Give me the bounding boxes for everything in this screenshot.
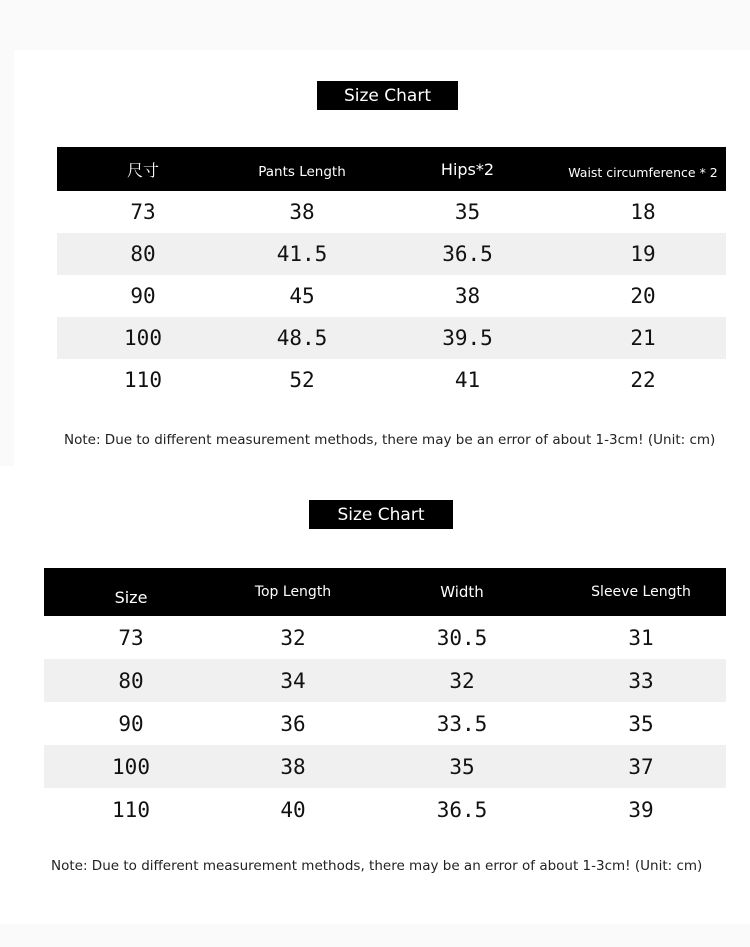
pants-measurement-note: Note: Due to different measurement methods, there may be an error of about 1-3cm! (Unit: cm) [64,432,716,448]
table-cell: 34 [218,659,368,702]
table-row [44,788,726,831]
table-cell: 30.5 [436,625,488,650]
table-cell: 100 [44,745,218,788]
table-cell: 20 [630,284,656,308]
table-cell: 39.5 [375,317,560,359]
pants-size-table [57,147,726,401]
table-row [57,275,726,317]
pants-chart-title: Size Chart [317,81,458,110]
table-cell: 36.5 [375,233,560,275]
table-cell: 37 [556,745,726,788]
column-header-waist: Waist circumference * 2 [560,147,726,191]
table-cell: 19 [560,233,726,275]
table-row [44,702,726,745]
table-cell: 41 [454,368,481,392]
table-cell: 80 [44,659,218,702]
table-cell: 80 [57,233,229,275]
table-cell: 52 [289,368,315,392]
table-cell: 36.5 [436,797,488,822]
column-header-hips: Hips*2 [375,147,560,191]
table-cell: 32 [368,659,556,702]
table-cell: 22 [630,368,656,392]
table-cell: 90 [118,711,144,736]
column-header-size: Size [44,568,218,616]
table-header-row [44,568,726,616]
table-header-row [57,147,726,191]
table-cell: 110 [124,368,162,392]
column-header-sleeve-length: Sleeve Length [556,568,726,616]
table-row [44,745,726,788]
table-cell: 33 [556,659,726,702]
table-cell: 40 [280,797,306,822]
table-cell: 21 [560,317,726,359]
table-cell: 33.5 [436,711,488,736]
table-cell: 35 [454,200,481,224]
column-header-pants-length: Pants Length [229,147,375,191]
table-cell: 32 [280,625,306,650]
table-row [57,233,726,275]
column-header-top-length: Top Length [218,568,368,616]
top-chart-title: Size Chart [309,500,453,529]
table-cell: 35 [628,711,654,736]
table-cell: 39 [628,797,654,822]
table-row [57,317,726,359]
table-cell: 35 [368,745,556,788]
table-cell: 73 [118,625,144,650]
table-cell: 48.5 [229,317,375,359]
table-row [57,359,726,401]
table-cell: 41.5 [229,233,375,275]
table-cell: 73 [130,200,156,224]
table-cell: 38 [218,745,368,788]
column-header-size: 尺寸 [57,147,229,191]
table-cell: 38 [289,200,315,224]
table-cell: 36 [280,711,306,736]
top-measurement-note: Note: Due to different measurement methods, there may be an error of about 1-3cm! (Unit: cm) [51,858,703,874]
table-row [44,659,726,702]
table-row [44,616,726,659]
table-cell: 100 [57,317,229,359]
table-cell: 38 [454,284,481,308]
table-cell: 31 [628,625,654,650]
table-cell: 90 [130,284,156,308]
table-cell: 18 [630,200,656,224]
table-cell: 45 [289,284,315,308]
table-row [57,191,726,233]
top-size-table [44,568,726,831]
column-header-width: Width [368,568,556,616]
table-cell: 110 [112,797,150,822]
